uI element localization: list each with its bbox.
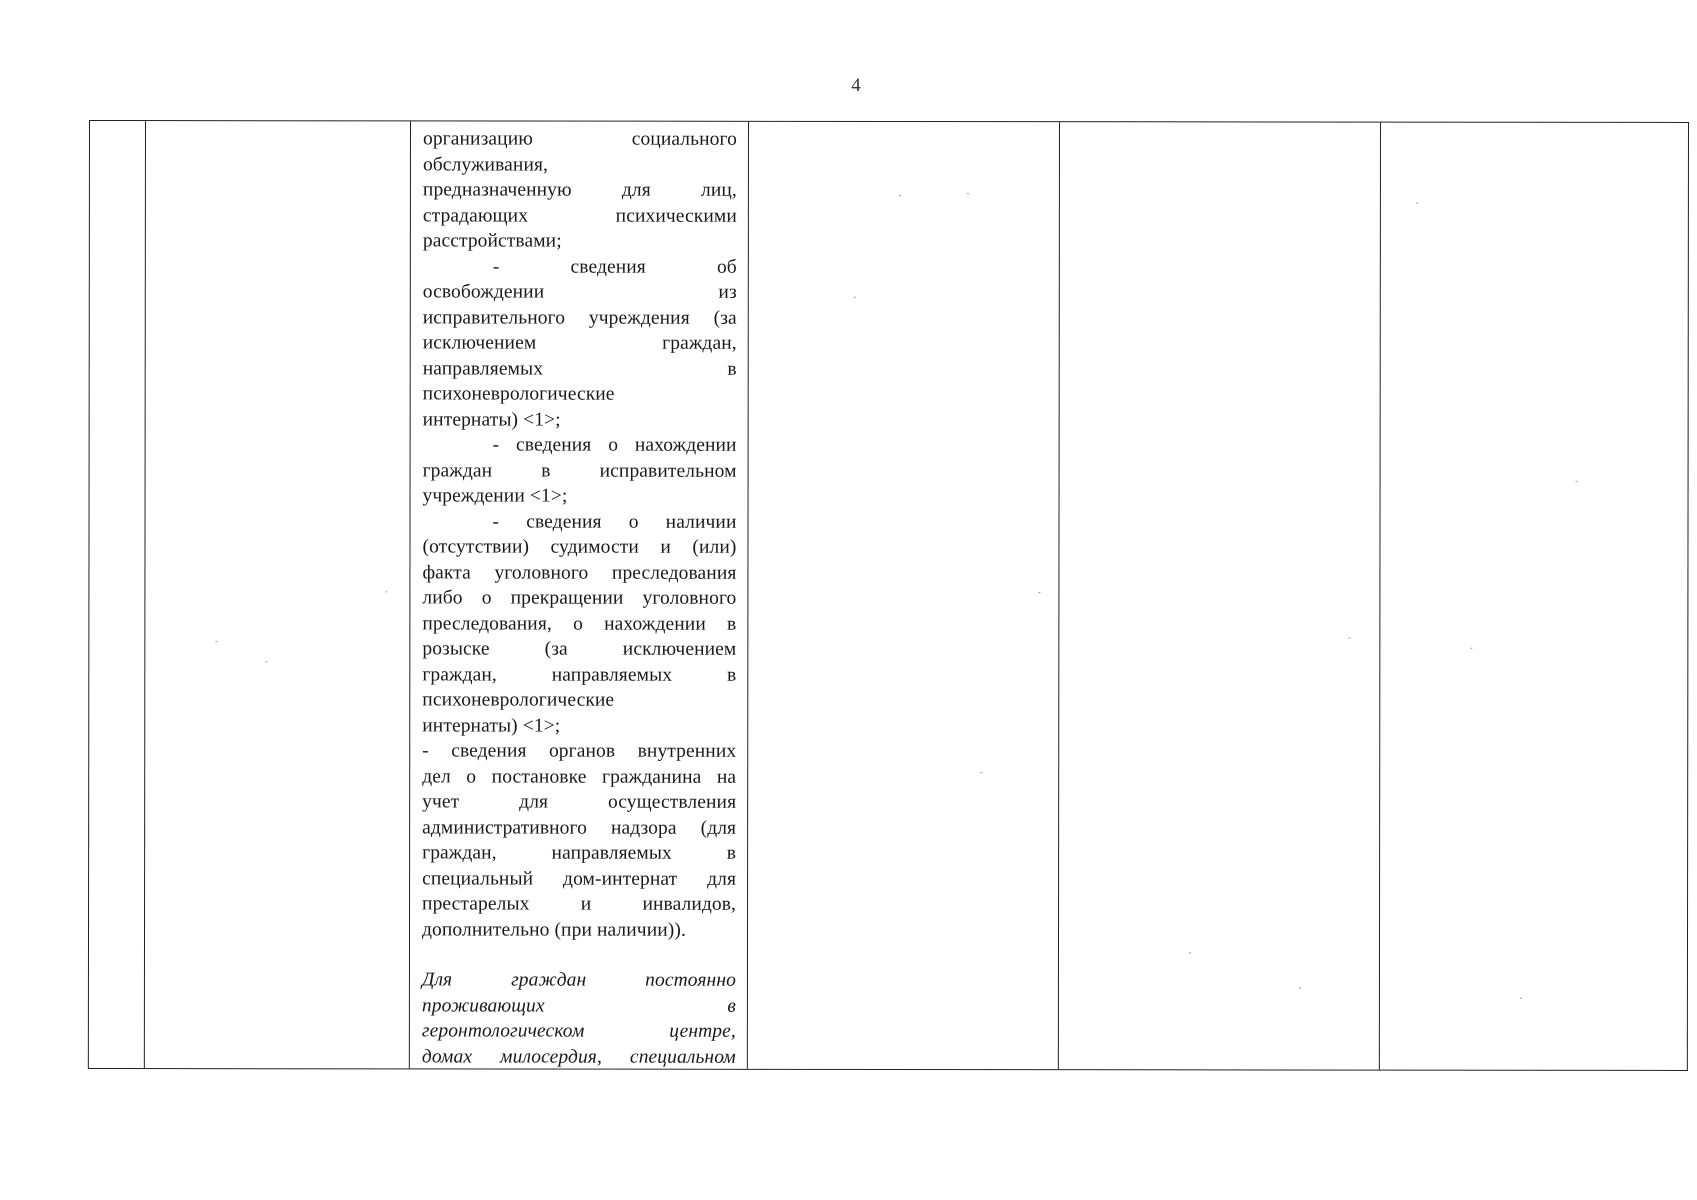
text-line: - сведения о наличии: [492, 510, 737, 533]
text-line: психоневрологические: [422, 383, 615, 405]
text-line: учет для осуществления: [422, 791, 737, 813]
table-column-2: [144, 121, 410, 1068]
text-line: Для граждан постоянно: [421, 969, 736, 991]
page-number: 4: [851, 75, 861, 96]
text-line: учреждении <1>;: [422, 485, 568, 507]
text-line: преследования, о нахождении в: [422, 612, 737, 635]
text-line: психоневрологические: [422, 689, 615, 711]
text-line: специальный дом-интернат для: [422, 867, 737, 890]
text-line: исключением граждан,: [422, 332, 737, 354]
text-line: административного надзора (для: [422, 816, 737, 839]
text-line: страдающих психическими: [422, 204, 737, 227]
text-line: организацию социального: [422, 128, 737, 150]
text-line: граждан в исправительном: [422, 459, 737, 482]
text-line: геронтологическом центре,: [421, 1020, 736, 1042]
table-column-6: [1379, 123, 1689, 1070]
text-line: либо о прекращении уголовного: [422, 587, 737, 609]
text-line: (отсутствии) судимости и (или): [422, 536, 737, 558]
text-line: предназначенную для лиц,: [422, 179, 737, 201]
text-line: проживающих в: [421, 994, 736, 1017]
text-line: - сведения о нахождении: [492, 434, 737, 456]
text-line: престарелых и инвалидов,: [422, 893, 737, 915]
text-line: дел о постановке гражданина на: [422, 765, 737, 788]
paragraph-gap: [422, 942, 736, 967]
text-line: обслуживания,: [422, 153, 549, 176]
document-table: [88, 120, 1689, 1071]
requirements-text: [422, 126, 737, 1069]
text-line: граждан, направляемых в: [422, 663, 737, 686]
text-line: исправительного учреждения (за: [422, 306, 737, 329]
text-line: факта уголовного преследования: [422, 561, 737, 584]
text-line: граждан, направляемых в: [422, 842, 737, 864]
text-line: - сведения органов внутренних: [422, 740, 737, 762]
text-line: - сведения об: [492, 255, 737, 278]
table-column-3: [409, 121, 748, 1068]
table-column-1: [88, 121, 145, 1068]
text-line: расстройствами;: [422, 230, 562, 252]
text-line: дополнительно (при наличии)).: [421, 918, 686, 941]
text-line: направляемых в: [422, 357, 737, 380]
table-column-4: [747, 122, 1059, 1069]
text-line: интернаты) <1>;: [422, 408, 561, 431]
text-line: интернаты) <1>;: [422, 714, 561, 737]
text-line: розыске (за исключением: [422, 638, 737, 660]
table-column-5: [1058, 122, 1380, 1069]
text-line: домах милосердия, специальном: [421, 1045, 736, 1068]
text-line: освобождении из: [422, 281, 737, 303]
